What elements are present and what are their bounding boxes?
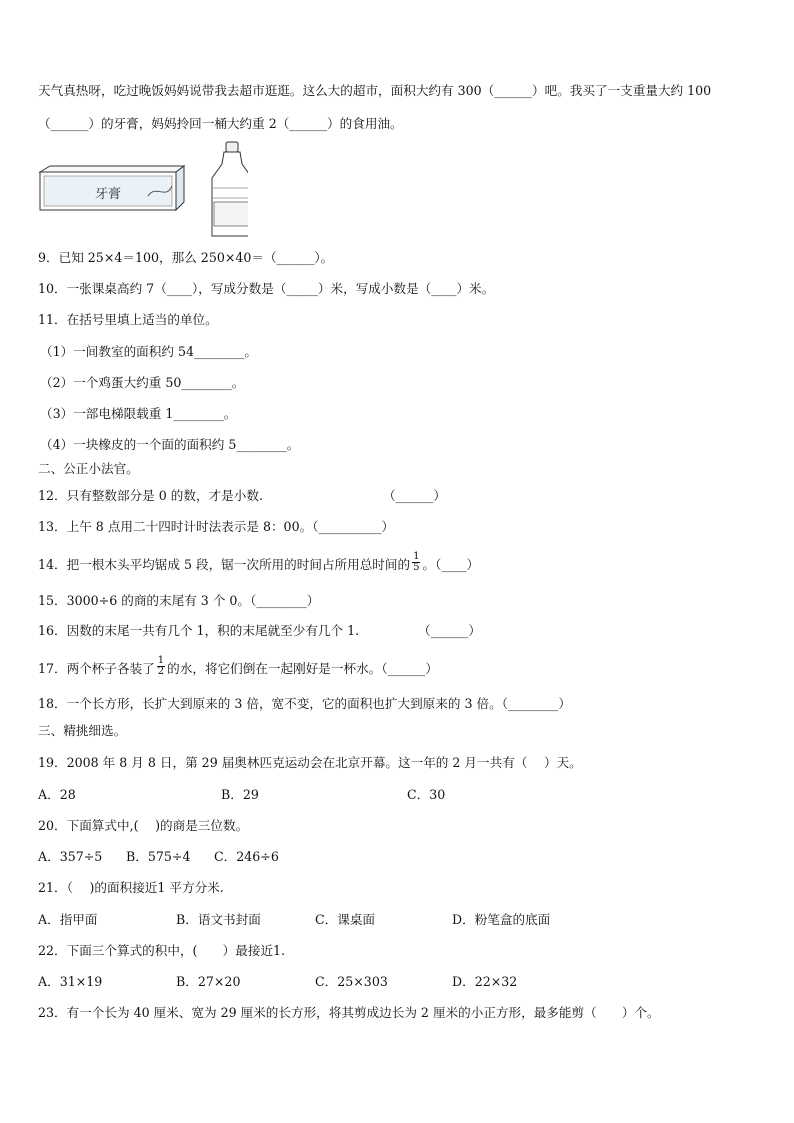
q19: 19．2008 年 8 月 8 日，第 29 届奥林匹克运动会在北京开幕。这一年的 2 月一共有（ ）天。 [38, 755, 582, 770]
q20-option-a: A．357÷5 [38, 849, 103, 864]
q17-text-before: 17．两个杯子各装了 [38, 661, 155, 676]
q22: 22．下面三个算式的积中，( ）最接近1. [38, 943, 286, 958]
q22-option-d: D．22×32 [452, 974, 518, 989]
q20-option-c: C．246÷6 [214, 849, 279, 864]
q17-text-after: 的水，将它们倒在一起刚好是一杯水。（______） [167, 661, 438, 676]
q19-option-c: C．30 [407, 787, 446, 802]
q15: 15．3000÷6 的商的末尾有 3 个 0。（________） [38, 593, 320, 608]
q17-fraction-denominator: 2 [157, 666, 165, 677]
q20: 20．下面算式中,( )的商是三位数。 [38, 818, 249, 833]
q8-illustration [38, 140, 248, 240]
q14-text-after: 。（____） [422, 557, 480, 572]
q12-blank: （______） [383, 488, 446, 503]
q14-fraction [412, 552, 420, 573]
q8-line1: 天气真热呀，吃过晚饭妈妈说带我去超市逛逛。这么大的超市，面积大约有 300（______）吧。我买了一支重量大约 100 [38, 83, 712, 98]
q22-option-c: C．25×303 [315, 974, 388, 989]
section-2-heading: 二、公正小法官。 [38, 461, 139, 476]
q17 [38, 655, 764, 680]
q18: 18．一个长方形，长扩大到原来的 3 倍，宽不变，它的面积也扩大到原来的 3 倍。（________） [38, 696, 571, 711]
q19-option-b: B．29 [221, 787, 259, 802]
q11-item-3: （3）一部电梯限载重 1________。 [40, 406, 237, 421]
q22-option-a: A．31×19 [38, 974, 103, 989]
q14-fraction-denominator: 5 [413, 562, 420, 573]
q16-blank: （______） [418, 623, 481, 638]
q12-text: 12．只有整数部分是 0 的数，才是小数. [38, 488, 263, 503]
q17-fraction [157, 656, 165, 677]
q12 [38, 487, 764, 505]
q11-item-4: （4）一块橡皮的一个面的面积约 5________。 [40, 437, 300, 452]
q13: 13．上午 8 点用二十四时计时法表示是 8：00。（__________） [38, 519, 395, 534]
q11-title: 11．在括号里填上适当的单位。 [38, 312, 218, 327]
q14-fraction-numerator: 1 [413, 551, 420, 562]
q17-fraction-numerator: 1 [157, 655, 165, 666]
q19-option-a: A．28 [38, 787, 76, 802]
q21: 21．（ )的面积接近1 平方分米. [38, 880, 224, 895]
q14 [38, 551, 764, 576]
q21-option-c: C．课桌面 [315, 912, 376, 927]
q21-option-d: D．粉笔盒的底面 [452, 912, 551, 927]
q10: 10．一张课桌高约 7（____），写成分数是（_____）米，写成小数是（____）米。 [38, 281, 495, 296]
q16-text: 16．因数的末尾一共有几个 1，积的末尾就至少有几个 1. [38, 623, 360, 638]
q11-item-1: （1）一间教室的面积约 54________。 [40, 344, 257, 359]
q21-option-a: A．指甲面 [38, 912, 98, 927]
toothpaste-label: 牙膏 [94, 187, 122, 202]
q22-option-b: B．27×20 [176, 974, 241, 989]
q9: 9．已知 25×4＝100，那么 250×40＝（______）。 [38, 250, 334, 265]
section-3-heading: 三、精挑细选。 [38, 723, 127, 738]
q11-item-2: （2）一个鸡蛋大约重 50________。 [40, 375, 245, 390]
toothpaste-and-oil-bottle-illustration [38, 140, 248, 240]
q21-option-b: B．语文书封面 [176, 912, 261, 927]
q16 [38, 622, 764, 640]
q14-text-before: 14．把一根木头平均锯成 5 段，锯一次所用的时间占所用总时间的 [38, 557, 411, 572]
q8-line2: （______）的牙膏，妈妈拎回一桶大约重 2（______）的食用油。 [38, 116, 403, 131]
q20-option-b: B．575÷4 [126, 849, 191, 864]
q23: 23．有一个长为 40 厘米、宽为 29 厘米的长方形，将其剪成边长为 2 厘米的小正方形，最多能剪（ ）个。 [38, 1005, 660, 1020]
